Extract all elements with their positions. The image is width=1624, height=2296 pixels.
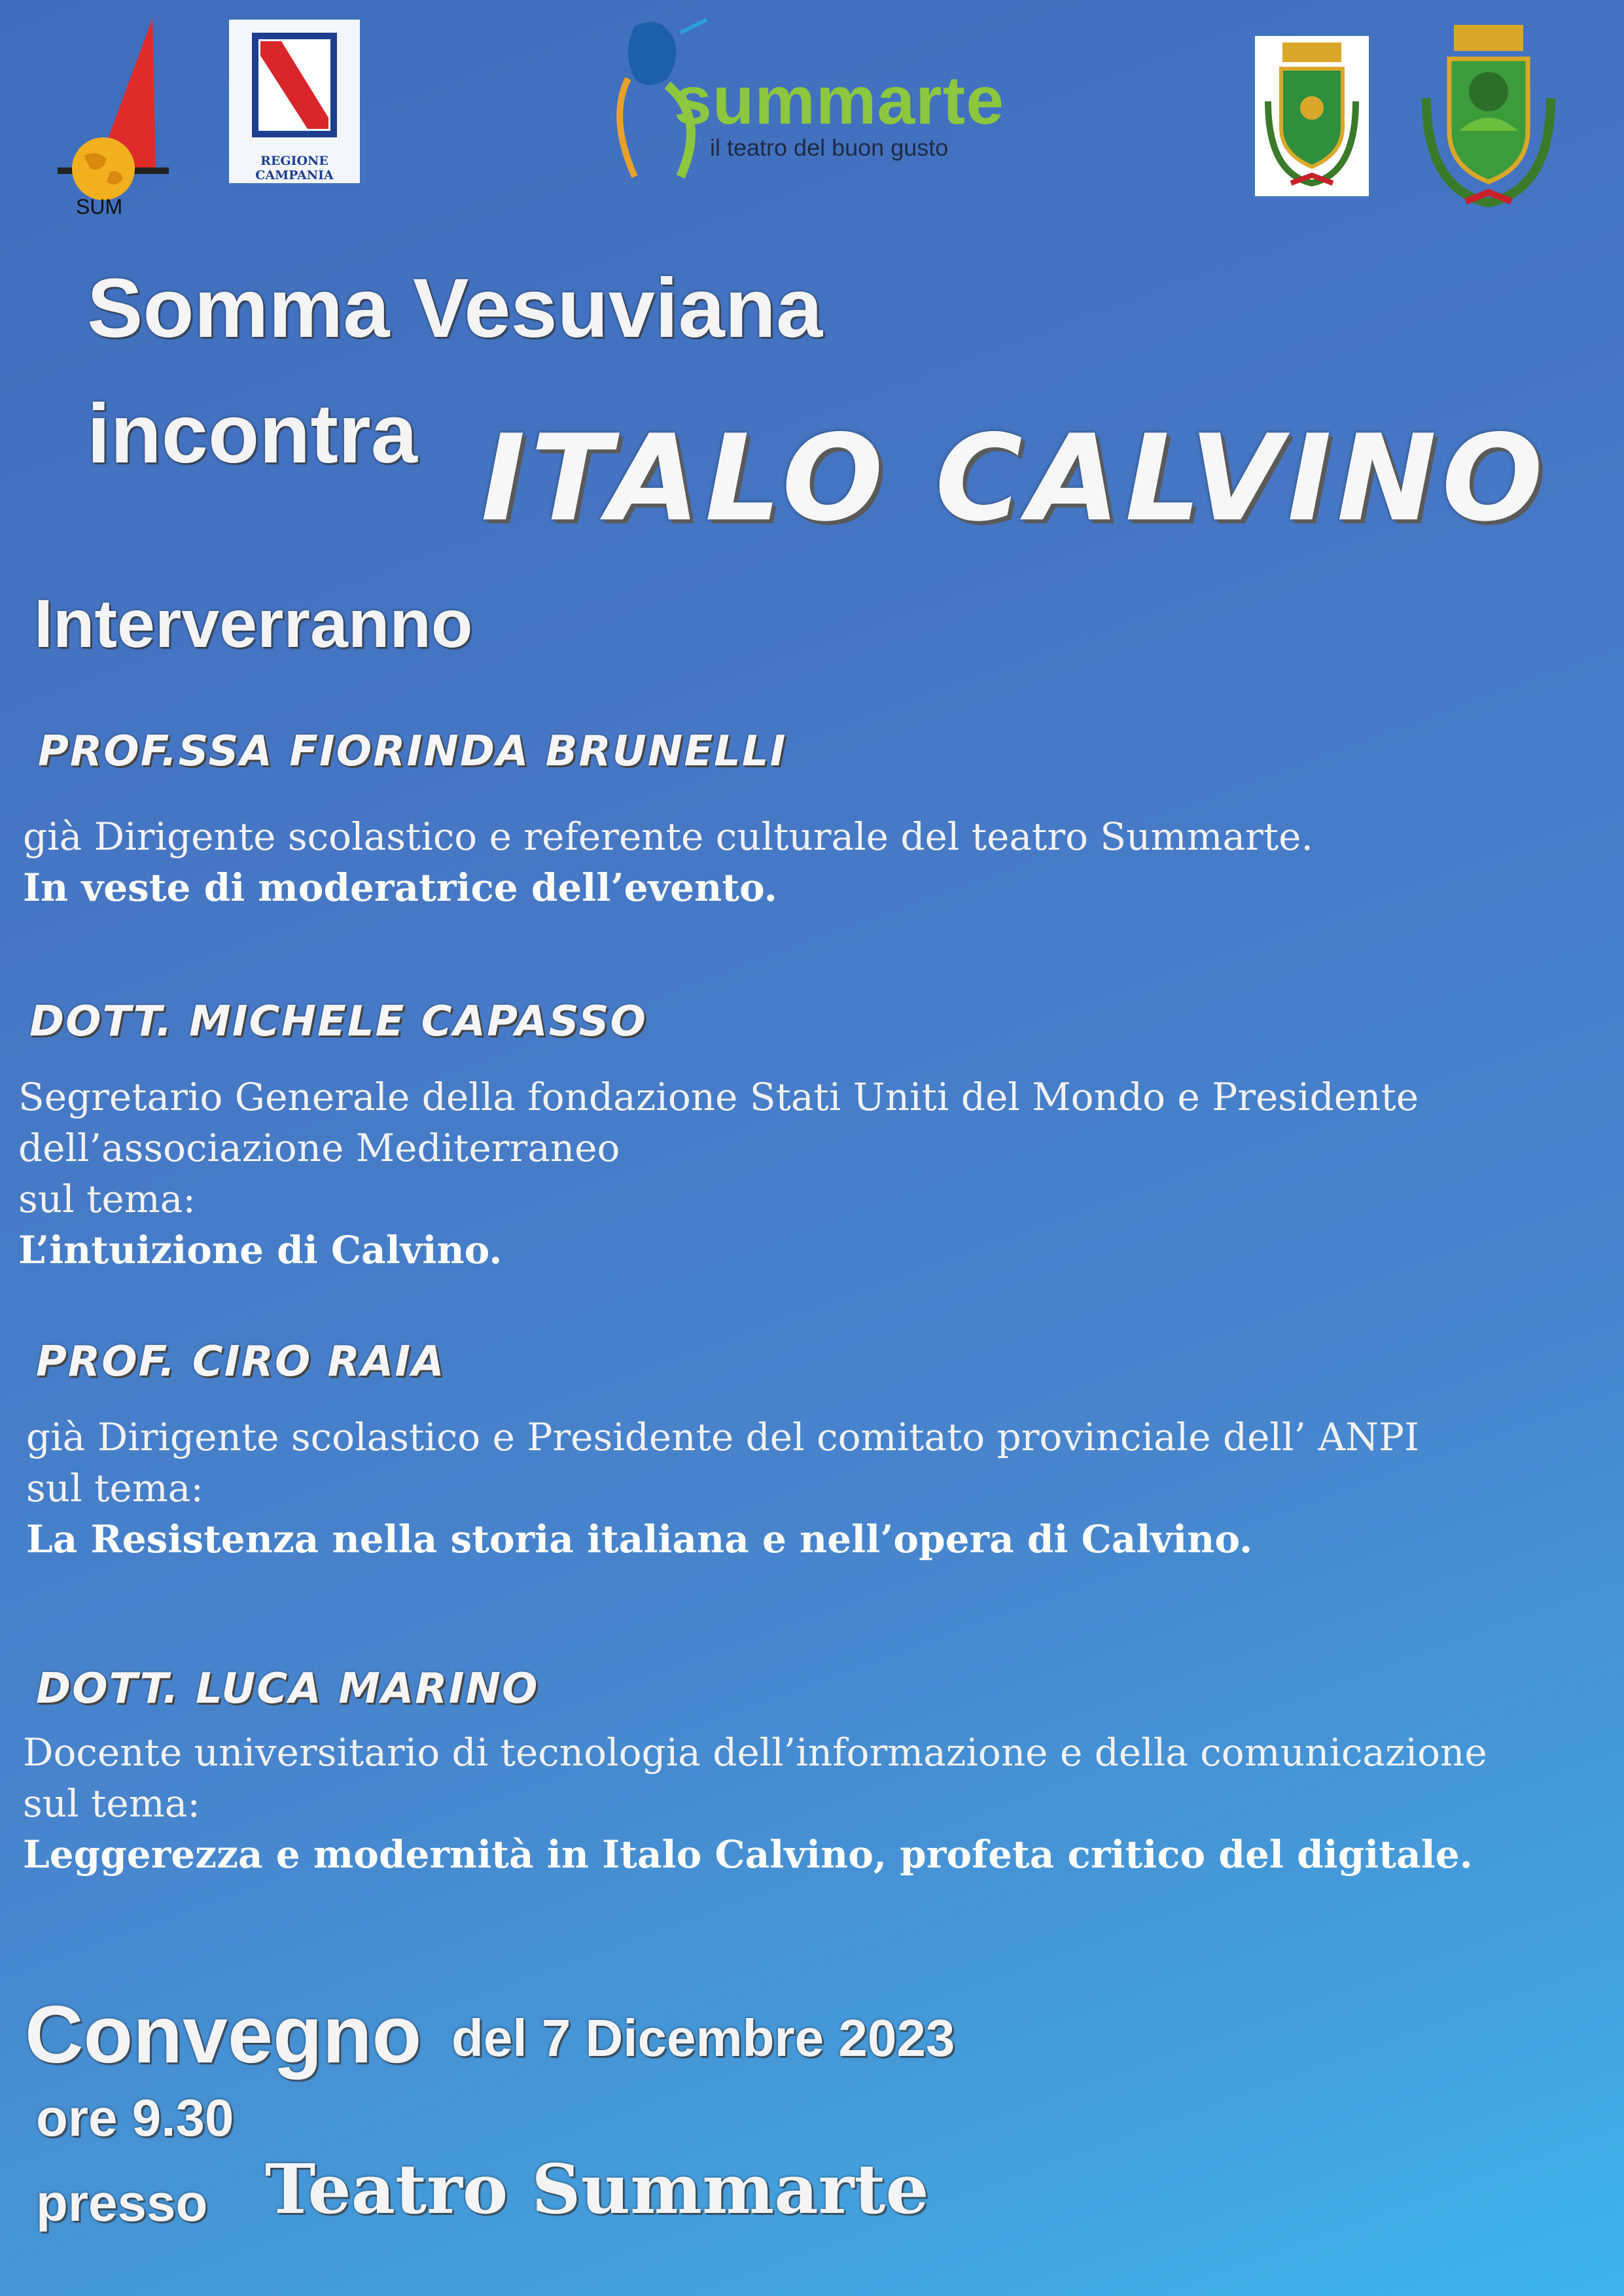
speaker-2-description [18,1071,1419,1276]
speaker-topic: L’intuizione di Calvino. [18,1228,503,1272]
municipal-crest-right [1413,20,1564,216]
summarte-wordmark: summarte [674,63,1005,139]
speaker-1 [38,727,786,776]
speaker-3-description [26,1412,1419,1565]
header-line-2: incontra [87,387,417,481]
coat-of-arms-icon [1413,20,1564,216]
event-subject-title: ITALO CALVINO [481,409,1549,548]
speaker-description-line: sul tema: [26,1466,203,1510]
speaker-1-description [23,811,1313,913]
coat-of-arms-icon [1255,36,1369,196]
summarte-tagline: il teatro del buon gusto [710,134,949,161]
event-date: del 7 Dicembre 2023 [451,2009,955,2067]
summarte-logo [589,13,1034,183]
speaker-description-line: sul tema: [18,1177,196,1221]
speaker-4-description [23,1727,1487,1880]
regione-campania-logo [229,20,360,183]
speaker-name: PROF.SSA FIORINDA BRUNELLI [38,727,787,776]
event-type: Convegno [25,1990,422,2080]
speaker-description-line: dell’associazione Mediterraneo [18,1126,620,1170]
speaker-2 [29,998,647,1046]
speaker-description-line: già Dirigente scolastico e Presidente del comitato provinciale dell’ ANPI [26,1415,1419,1459]
header-line-1: Somma Vesuviana [87,262,823,355]
speaker-description-line: già Dirigente scolastico e referente culturale del teatro Summarte. [23,814,1313,859]
municipal-crest-left [1255,36,1369,196]
speaker-4 [36,1665,538,1713]
venue-name: Teatro Summarte [265,2149,929,2229]
venue-label: presso [36,2174,208,2232]
speaker-name: DOTT. LUCA MARINO [36,1665,539,1713]
speaker-description-line: sul tema: [23,1781,200,1826]
sum-logo [58,18,188,228]
speaker-3 [36,1338,446,1386]
campania-shield-icon [229,20,360,150]
campania-label: REGIONE CAMPANIA [255,154,334,183]
event-time: ore 9.30 [36,2089,234,2147]
speaker-description-line: Docente universitario di tecnologia dell’informazione e della comunicazione [23,1730,1487,1775]
speaker-name: PROF. CIRO RAIA [36,1338,446,1386]
sum-logo-label: SUM [76,195,123,218]
speaker-topic: In veste di moderatrice dell’evento. [23,865,777,910]
speaker-name: DOTT. MICHELE CAPASSO [29,998,647,1046]
intro-heading: Interverranno [34,586,473,662]
speaker-topic: Leggerezza e modernità in Italo Calvino, profeta critico del digitale. [23,1832,1473,1877]
speaker-topic: La Resistenza nella storia italiana e nell’opera di Calvino. [26,1517,1253,1561]
speaker-description-line: Segretario Generale della fondazione Stati Uniti del Mondo e Presidente [18,1075,1419,1119]
